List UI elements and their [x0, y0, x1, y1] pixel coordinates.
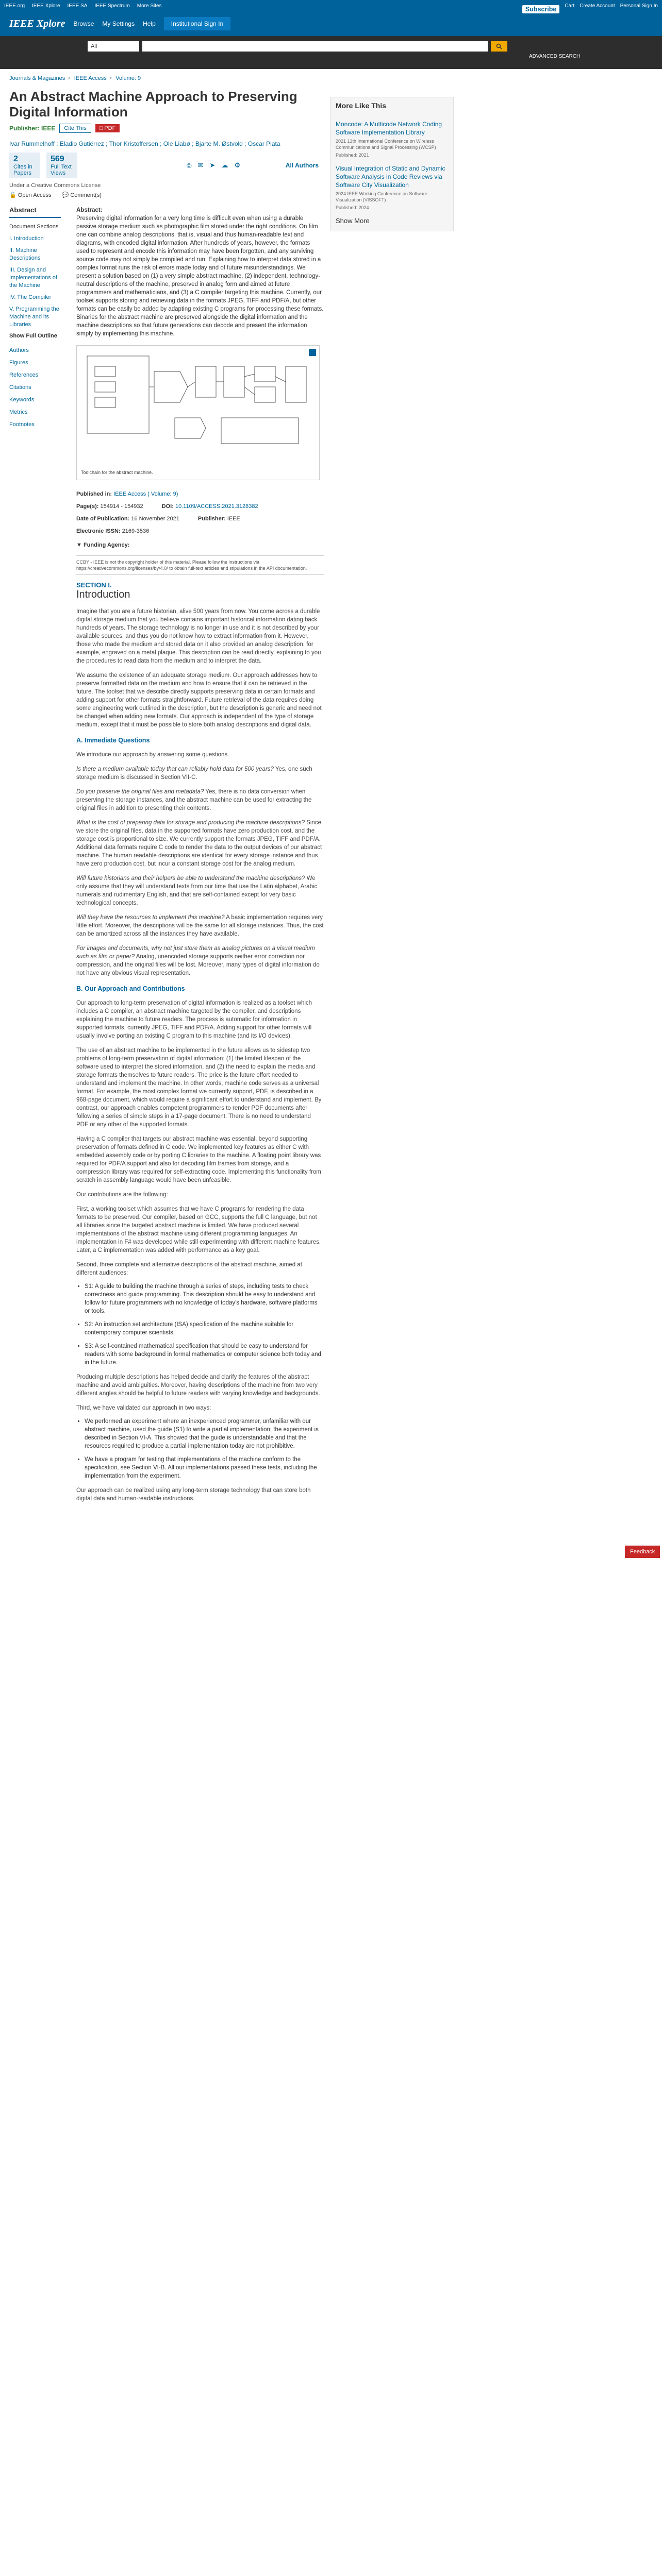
toplink-sa[interactable]: IEEE SA — [67, 3, 88, 9]
toc-item-design[interactable]: III. Design and Implementations of the Machine — [9, 267, 57, 289]
list-item: • We performed an experiment where an inexperienced programmer, unfamiliar with our abstract machine, used the guide (S1) to write a partial implementation; the experiment is described in Section VI-A. This showed that the guide is understandable and that the resources required to produce a partial implementation today are not prohibitive. — [85, 1417, 324, 1450]
cite-this-button[interactable]: Cite This — [59, 124, 91, 133]
views-metric[interactable] — [46, 152, 77, 178]
views-label: Full Text Views — [51, 164, 72, 176]
article-body — [76, 206, 324, 1503]
eissn-value: 2169-3536 — [122, 528, 150, 534]
sidebar-link-figures[interactable]: Figures — [9, 360, 28, 366]
all-authors-toggle[interactable]: All Authors — [285, 162, 319, 169]
toc-item-programming[interactable]: V. Programming the Machine and its Libraries — [9, 306, 59, 328]
question-text: For images and documents, why not just store them as analog pictures on a visual medium such as film or paper? — [76, 945, 315, 960]
body-paragraph: Third, we have validated our approach in two ways: — [76, 1405, 211, 1411]
views-count: 569 — [51, 155, 64, 163]
advanced-search-link[interactable]: ADVANCED SEARCH — [529, 54, 581, 59]
cart-icon[interactable]: ☁ — [221, 161, 228, 169]
related-title-link[interactable]: Moncode: A Multicode Network Coding Software Implementation Library — [336, 121, 442, 136]
related-year: Published: 2024 — [336, 205, 369, 210]
cc-license-notice: CCBY - IEEE is not the copyright holder of this material. Please follow the instructions via https://creativecommons.org/licenses/by/4.0/ to obtain full-text articles and stipulations in the API documentation. — [76, 555, 324, 575]
list-item: • We have a program for testing that implementations of the machine conform to the specification, see Section VI-B. All our implementations passed these tests, including the implementation from the experiment. — [85, 1455, 324, 1480]
toc-item-introduction[interactable]: I. Introduction — [9, 235, 44, 242]
toplink-more-sites[interactable]: More Sites — [137, 3, 162, 9]
pdf-button[interactable]: □ PDF — [95, 124, 120, 132]
toc-item-compiler[interactable]: IV. The Compiler — [9, 294, 52, 300]
funding-agency-toggle[interactable] — [76, 541, 324, 549]
browse-menu[interactable]: Browse — [73, 20, 94, 27]
toplink-spectrum[interactable]: IEEE Spectrum — [94, 3, 130, 9]
ieee-xplore-logo[interactable]: IEEE Xplore — [9, 18, 65, 29]
body-paragraph: We assume the existence of an adequate storage medium. Our approach addresses how to preserve formatted data on the medium and how to ensure that it can be retrieved in the future. The toolset that we describe directly supports preserving data in certain formats and adding support for other formats straightforward. Future retrieval of the data requires doing some engineering work outlined in the description, but the description is generic and need not be changed when adding new formats. Our approach is independent of the type of storage medium, except that it must be possible to store both analog descriptions and digital data. — [76, 672, 322, 728]
body-paragraph: Second, three complete and alternative descriptions of the abstract machine, aimed at different audiences: — [76, 1262, 302, 1276]
sidebar-link-references[interactable]: References — [9, 372, 39, 378]
search-icon — [496, 43, 502, 49]
qa-paragraph — [76, 944, 324, 977]
related-venue: 2024 IEEE Working Conference on Software Visualization (VISSOFT) — [336, 191, 427, 202]
document-sections-label: Document Sections — [9, 224, 59, 230]
graphical-abstract-figure[interactable] — [76, 345, 320, 480]
figure-caption: Toolchain for the abstract machine. — [81, 470, 153, 475]
sidebar-link-keywords[interactable]: Keywords — [9, 397, 35, 403]
body-paragraph: Our contributions are the following: — [76, 1192, 168, 1198]
sidebar-link-authors[interactable]: Authors — [9, 347, 29, 353]
question-text: Is there a medium available today that can reliably hold data for 500 years? — [76, 766, 274, 772]
publisher-label: Publisher: — [9, 125, 40, 132]
my-settings-menu[interactable]: My Settings — [102, 20, 135, 27]
body-paragraph: Our approach can be realized using any long-term storage technology that can store both digital data and human-readable instructions. — [76, 1487, 311, 1502]
page-title: An Abstract Machine Approach to Preserving Digital Information — [9, 89, 297, 120]
related-venue: 2021 13th International Conference on Wireless Communications and Signal Processing (WCSP) — [336, 139, 436, 150]
publication-info — [76, 489, 324, 536]
open-access-label: Open Access — [18, 192, 52, 198]
comments-label: Comment(s) — [70, 192, 102, 198]
share-icon[interactable]: ➤ — [209, 161, 216, 169]
date-label: Date of Publication: — [76, 516, 130, 522]
published-in-link[interactable]: IEEE Access ( Volume: 9) — [113, 491, 178, 497]
top-utility-bar — [0, 0, 662, 11]
body-paragraph: Producing multiple descriptions has helped decide and clarify the features of the abstract machine and avoid ambiguities. Moreover, having descriptions of the machine from two very different angles should be helpful to future readers with varying knowledge and backgrounds. — [76, 1374, 320, 1397]
toc-item-machine-descriptions[interactable]: II. Machine Descriptions — [9, 247, 41, 261]
funding-label: Funding Agency: — [83, 542, 130, 548]
open-access-badge — [9, 192, 52, 198]
document-nav — [9, 206, 61, 428]
breadcrumb-ieee-access[interactable]: IEEE Access — [74, 75, 107, 81]
qa-paragraph — [76, 874, 324, 907]
sidebar-link-metrics[interactable]: Metrics — [9, 409, 28, 415]
search-input[interactable] — [142, 41, 488, 52]
question-text: What is the cost of preparing data for storage and producing the machine descriptions? — [76, 820, 305, 826]
doi-label: DOI: — [161, 503, 174, 510]
answer-text: Yes, one such storage medium is discussed in Section VII-C. — [76, 766, 312, 781]
cites-metric[interactable] — [9, 152, 40, 178]
body-paragraph: First, a working toolset which assumes that we have C programs for rendering the data formats to be preserved. Our compiler, based on GCC, supports the full C language, but not all libraries since the targeted abstract machine is limited. We have produced several implementations of the abstract machine using different programming languages. An implementation in F# was developed while still experimenting with different machine features. Later, a C implementation was added with performance as a key goal. — [76, 1206, 321, 1253]
qa-paragraph — [76, 788, 324, 812]
creative-commons-license[interactable]: Under a Creative Commons License — [9, 182, 101, 189]
subsection-heading: B. Our Approach and Contributions — [76, 985, 185, 992]
show-full-outline-toggle[interactable]: Show Full Outline — [9, 333, 57, 339]
related-title-link[interactable]: Visual Integration of Static and Dynamic Software Analysis in Code Reviews via Software City Visualization — [336, 165, 445, 189]
related-year: Published: 2021 — [336, 152, 369, 158]
institutional-sign-in-button[interactable]: Institutional Sign In — [164, 17, 230, 30]
feedback-button[interactable]: Feedback — [625, 1546, 660, 1558]
open-lock-icon: 🔓 — [9, 192, 16, 198]
cites-count: 2 — [13, 155, 18, 163]
more-like-this-panel — [330, 97, 454, 231]
cart-link[interactable]: Cart — [565, 3, 575, 9]
question-text: Will they have the resources to implement this machine? — [76, 914, 225, 921]
article-header — [9, 89, 319, 198]
more-like-this-heading: More Like This — [336, 101, 387, 110]
help-menu[interactable]: Help — [143, 20, 156, 27]
answer-text: Analog, unencoded storage supports neither error correction nor compression, and the original files will be lost. Moreover, many types of digital information do not have any obvious visual representation. — [76, 954, 320, 976]
publisher-name: IEEE — [41, 125, 56, 132]
eissn-label: Electronic ISSN: — [76, 528, 121, 534]
answer-text: Yes, there is no data conversion when preserving the storage instances, and the abstract machine can be used for extracting the original files in addition to presenting their contents. — [76, 789, 312, 811]
chevron-down-icon: ▼ — [76, 542, 82, 548]
toplink-xplore[interactable]: IEEE Xplore — [32, 3, 60, 9]
brand-bar — [0, 11, 662, 36]
comments-link[interactable] — [62, 192, 102, 198]
search-bar — [0, 36, 662, 69]
toplink-ieee-org[interactable]: IEEE.org — [4, 3, 25, 9]
subsection-heading: A. Immediate Questions — [76, 737, 150, 744]
body-paragraph: Our approach to long-term preservation of digital information is realized as a toolset which includes a C compiler, an abstract machine targeted by the compiler, and descriptions explaining the machine to future readers. The process is automatic for information in supported formats, currently JPEG, TIFF and PDF/A. Adding support for other formats will usually involve porting an existing C program to this machine (and its I/O devices). — [76, 1000, 312, 1039]
sidebar-link-footnotes[interactable]: Footnotes — [9, 421, 35, 428]
body-paragraph: We introduce our approach by answering some questions. — [76, 752, 229, 758]
answer-text: A basic implementation requires very little effort. Moreover, the descriptions will be the same for all storage instances. Thus, the cost can be amortized across all the instances they have available. — [76, 914, 324, 937]
pdf-label: PDF — [104, 125, 116, 131]
published-in-label: Published in: — [76, 491, 112, 497]
show-more-link[interactable]: Show More — [336, 217, 370, 225]
date-value: 16 November 2021 — [131, 516, 179, 522]
qa-paragraph — [76, 913, 324, 938]
qa-paragraph — [76, 819, 324, 868]
body-paragraph: Having a C compiler that targets our abstract machine was essential, beyond supporting preservation of formats defined in C code. We implemented key features as either C with embedded assembly code or by porting C libraries to the machine. A floating point library was required for PDF/A support and also for decoding film frames from storage, and a compression library was required for self-extracting code. Implementing this functionality from scratch in assembly language would have been unfeasible. — [76, 1136, 321, 1183]
create-account-link[interactable]: Create Account — [580, 3, 615, 9]
list-item: • S2: An instruction set architecture (ISA) specification of the machine suitable for contemporary computer scientists. — [85, 1320, 324, 1337]
related-item — [336, 164, 448, 211]
question-text: Will future historians and their helpers be able to understand the machine descriptions? — [76, 875, 305, 882]
cites-label: Cites in Papers — [13, 164, 32, 176]
description-list — [76, 1282, 324, 1367]
question-text: Do you preserve the original files and metadata? — [76, 789, 204, 795]
section-title: Introduction — [76, 590, 324, 601]
sidebar-link-citations[interactable]: Citations — [9, 384, 31, 391]
expand-figure-icon[interactable] — [309, 349, 316, 356]
validation-list — [76, 1417, 324, 1480]
personal-sign-in-link[interactable]: Personal Sign In — [620, 3, 658, 9]
body-paragraph: The use of an abstract machine to be implemented in the future allows us to sidestep two problems of long-term preservation of digital information: (1) the limited lifespan of the software used to interpret the stored information, and (2) the need to explain the media and storage formats themselves to future readers. The price is the future effort needed to understand and implement the machine. In other words, machine code serves as a universal format. For example, the most complex format we currently support, PDF, is described in a 968-page document, which would require a significant effort to understand and implement. By contrast, our approach enables competent programmers to render PDF documents after following a series of simple steps in a 17-page document. There is no need to understand PDF or any other of the supported formats. — [76, 1047, 322, 1128]
related-item — [336, 120, 448, 158]
doi-link[interactable]: 10.1109/ACCESS.2021.3128382 — [175, 503, 258, 510]
search-button[interactable] — [491, 41, 507, 52]
copyright-icon[interactable]: © — [187, 161, 192, 170]
pages-label: Page(s): — [76, 503, 99, 510]
section-label: SECTION I. — [76, 581, 112, 589]
settings-icon[interactable]: ⚙ — [234, 161, 241, 169]
publisher-info-label: Publisher: — [197, 516, 226, 522]
abstract-text: Preserving digital information for a very long time is difficult even when using a durable passive storage medium such as photographic film stored under the right conditions. On film one can combine analog descriptions, that is, visual and thus human-readable text and diagrams, with encoded digital information. After hundreds of years, however, the formats used to represent and encode this information may have been forgotten, and any surviving source code may not simply be compiled and run. Explaining how to interpret data stored in a complex format runs the risk of errors made today and of future misunderstandings. We present a solution based on (1) a very simple abstract machine, (2) independent, technology-neutral descriptions of the machine, preserved in analog form and aimed at future programmers and mathematicians, and (3) a C compiler targeting this machine. Currently, our toolset supports storing and retrieving data in the formats JPEG, TIFF and PDF/A, but other formats can be easily be added by adapting existing C programs for processing these formats. Binaries for the abstract machine are preserved alongside the digital information and the machine descriptions so that future generations can decode and present the information simply by implementing this machine. — [76, 215, 324, 337]
list-item: • S1: A guide to building the machine through a series of steps, including tests to check correctness and guide programming. This description should be easy to understand and follow for future programmers with no knowledge of today's hardware, software platforms or tools. — [85, 1282, 324, 1315]
qa-paragraph — [76, 765, 324, 782]
abstract-label: Abstract: — [76, 207, 103, 213]
alert-bell-icon[interactable]: ✉ — [197, 161, 204, 169]
sidebar-abstract-tab[interactable]: Abstract — [9, 206, 61, 218]
abstract-block — [76, 206, 324, 338]
breadcrumb-volume[interactable]: Volume: 9 — [115, 75, 141, 81]
toolchain-diagram — [77, 346, 319, 469]
search-scope-select[interactable]: All — [88, 41, 139, 52]
body-paragraph: Imagine that you are a future historian, alive 500 years from now. You come across a durable digital storage medium that you believe contains important historical information dating back hundreds of years. The storage technology is no longer in use and it is not described by your available sources, and thus you do not know how to extract information from it. However, those who made the medium and stored data on it also provided an analog description, for example, engraved on a metal plaque. This description can be read directly, explaining to you the procedures to read data from the medium and to interpret the data. — [76, 608, 321, 664]
answer-text: Since we store the original files, data in the supported formats have zero production cost, and the storage cost is proportional to size. We currently support the formats JPEG, TIFF and PDF/A. Additional data formats require C code to render the data to the output devices of our abstract machine. The human readable descriptions are identical for every storage instance and thus have zero production cost, but incur a constant storage cost for the analog medium. — [76, 820, 322, 867]
author-list[interactable]: Ivar Rummelhoff ; Eladio Gutiérrez ; Thor Kristoffersen ; Ole Liabø ; Bjarte M. Østvold ; Oscar Plata — [9, 140, 280, 147]
pages-value: 154914 - 154932 — [100, 503, 143, 510]
comment-icon: 💬 — [61, 192, 69, 198]
breadcrumb: Journals & Magazines > IEEE Access > Volume: 9 — [9, 75, 141, 81]
list-item: • S3: A self-contained mathematical specification that should be easy to understand for readers with some background in formal mathematics or computer science both today and in the future. — [85, 1342, 324, 1367]
answer-text: We only assume that they will understand texts from our time that use the Latin alphabet, Arabic numerals and rudimentary English, and that are self-contained except for very basic technological concepts. — [76, 875, 318, 906]
breadcrumb-journals[interactable]: Journals & Magazines — [9, 75, 65, 81]
publisher-info-value: IEEE — [227, 516, 240, 522]
subscribe-button[interactable]: Subscribe — [522, 5, 559, 13]
